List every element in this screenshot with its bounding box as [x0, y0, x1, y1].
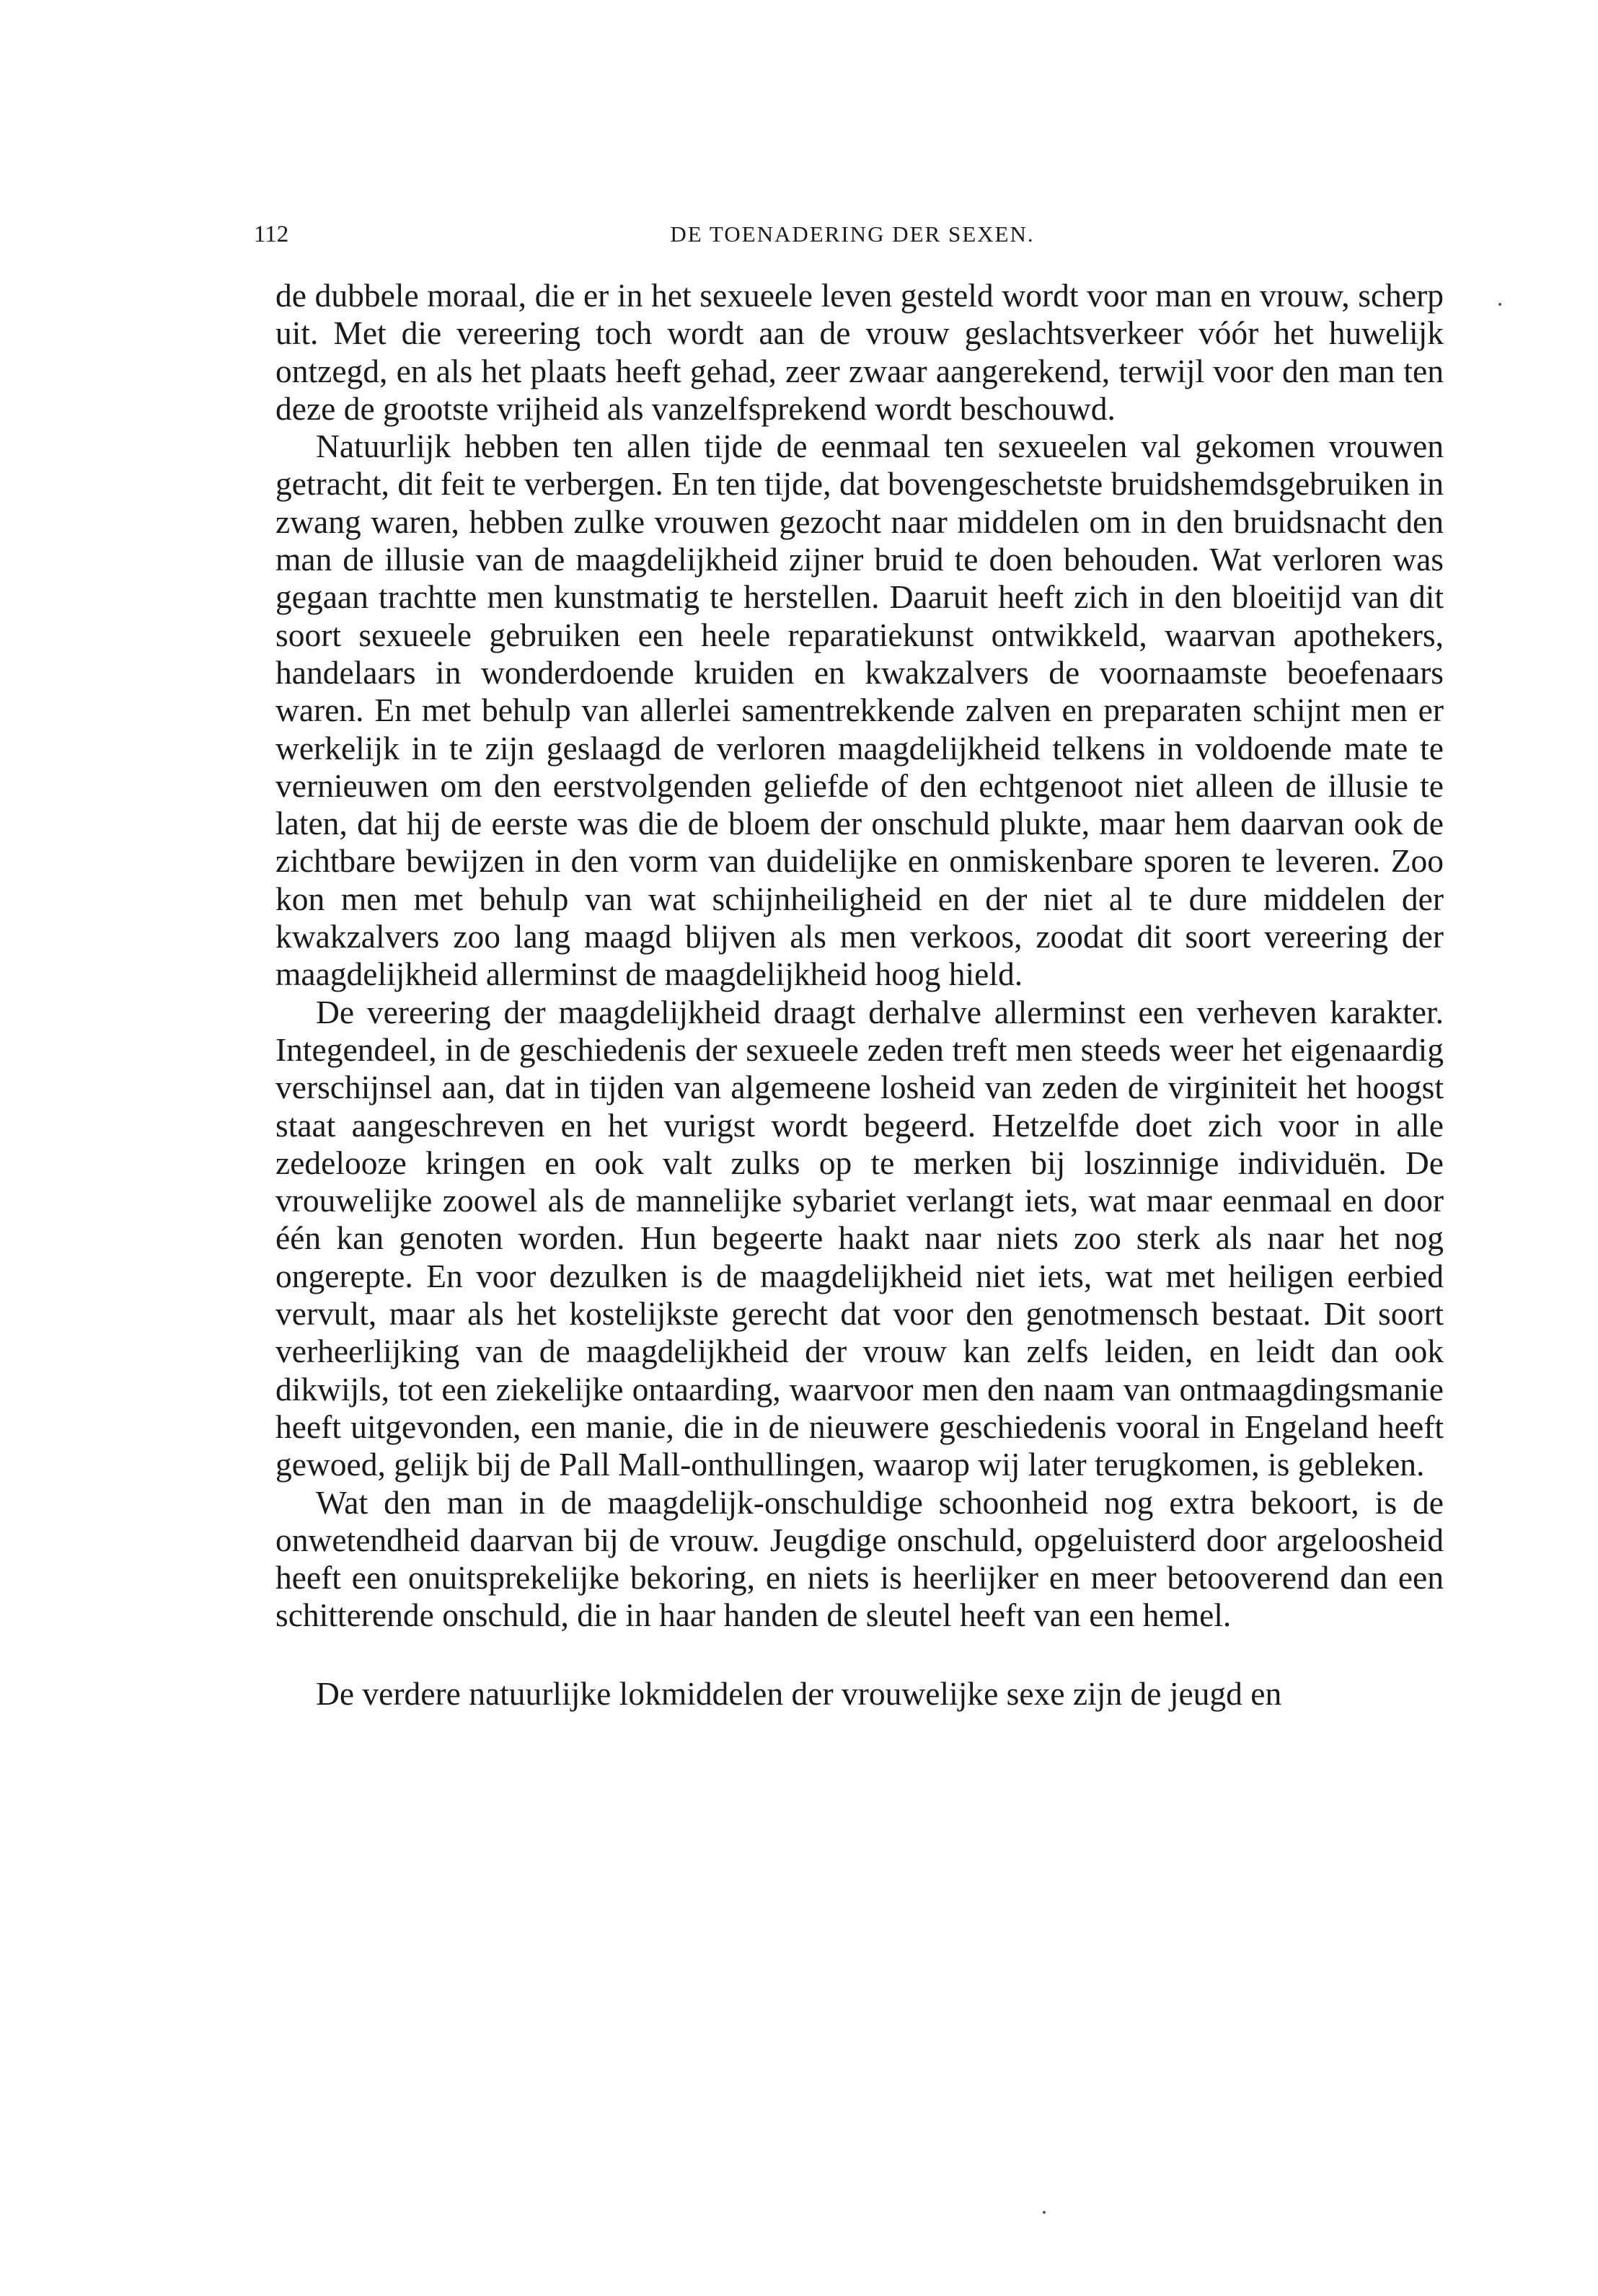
- paragraph-continued: de dubbele moraal, die er in het sexueele leven gesteld wordt voor man en vrouw, scherp uit. Met die vereering toch wordt aan de vrouw geslachtsverkeer vóór het huwelijk ontzegd, en als het plaats heeft gehad, zeer zwaar aangerekend, terwijl voor den man ten deze de grootste vrijheid als vanzelfsprekend wordt beschouwd.: [275, 277, 1444, 427]
- paragraph: De verdere natuurlijke lokmiddelen der vrouwelijke sexe zijn de jeugd en: [316, 1674, 1282, 1712]
- running-head: [254, 216, 1451, 252]
- page-number: 112: [254, 221, 289, 247]
- print-speck: [1043, 2211, 1046, 2214]
- paragraph: Wat den man in de maagdelijk-onschuldige schoonheid nog extra bekoort, is de onwetendheid daarvan bij de vrouw. Jeugdige onschuld, opgeluisterd door argeloosheid heeft een onuitsprekelijke bekoring, en niets is heerlijker en meer betooverend dan een schitterende onschuld, die in haar handen de sleutel heeft van een hemel.: [275, 1483, 1444, 1634]
- body-text: [275, 277, 1444, 1713]
- running-title: DE TOENADERING DER SEXEN.: [670, 221, 1035, 247]
- paragraph: De vereering der maagdelijkheid draagt derhalve allerminst een verheven karakter. Integendeel, in de geschiedenis der sexueele zeden treft men steeds weer het eigenaardig verschijnsel aan, dat in tijden van algemeene losheid van zeden de virginiteit het hoogst staat aangeschreven en het vurigst wordt begeerd. Hetzelfde doet zich voor in alle zedelooze kringen en ook valt zulks op te merken bij loszinnige individuën. De vrouwelijke zoowel als de mannelijke sybariet verlangt iets, wat maar eenmaal en door één kan genoten worden. Hun begeerte haakt naar niets zoo sterk als naar het nog ongerepte. En voor dezulken is de maagdelijkheid niet iets, wat met heiligen eerbied vervult, maar als het kostelijkste gerecht dat voor den genotmensch bestaat. Dit soort verheerlijking van de maagdelijkheid der vrouw kan zelfs leiden, en leidt dan ook dikwijls, tot een ziekelijke ontaarding, waarvoor men den naam van ontmaagdingsmanie heeft uitgevonden, een manie, die in de nieuwere geschiedenis vooral in Engeland heeft gewoed, gelijk bij de Pall Mall-onthullingen, waarop wij later terugkomen, is gebleken.: [275, 993, 1444, 1483]
- print-speck: [1498, 303, 1501, 306]
- paragraph: Natuurlijk hebben ten allen tijde de eenmaal ten sexueelen val gekomen vrouwen getracht, dit feit te verbergen. En ten tijde, dat bovengeschetste bruidshemdsgebruiken in zwang waren, hebben zulke vrouwen gezocht naar middelen om in den bruidsnacht den man de illusie van de maagdelijkheid zijner bruid te doen behouden. Wat verloren was gegaan trachtte men kunstmatig te herstellen. Daaruit heeft zich in den bloeitijd van dit soort sexueele gebruiken een heele reparatiekunst ontwikkeld, waarvan apothekers, handelaars in wonderdoende kruiden en kwakzalvers de voornaamste beoefenaars waren. En met behulp van allerlei samentrekkende zalven en preparaten schijnt men er werkelijk in te zijn geslaagd de verloren maagdelijkheid telkens in voldoende mate te vernieuwen om den eerstvolgenden geliefde of den echtgenoot niet alleen de illusie te laten, dat hij de eerste was die de bloem der onschuld plukte, maar hem daarvan ook de zichtbare bewijzen in den vorm van duidelijke en onmiskenbare sporen te leveren. Zoo kon men met behulp van wat schijnheiligheid en der niet al te dure middelen der kwakzalvers zoo lang maagd blijven als men verkoos, zoodat dit soort vereering der maagdelijkheid allerminst de maagdelijkheid hoog hield.: [275, 428, 1444, 993]
